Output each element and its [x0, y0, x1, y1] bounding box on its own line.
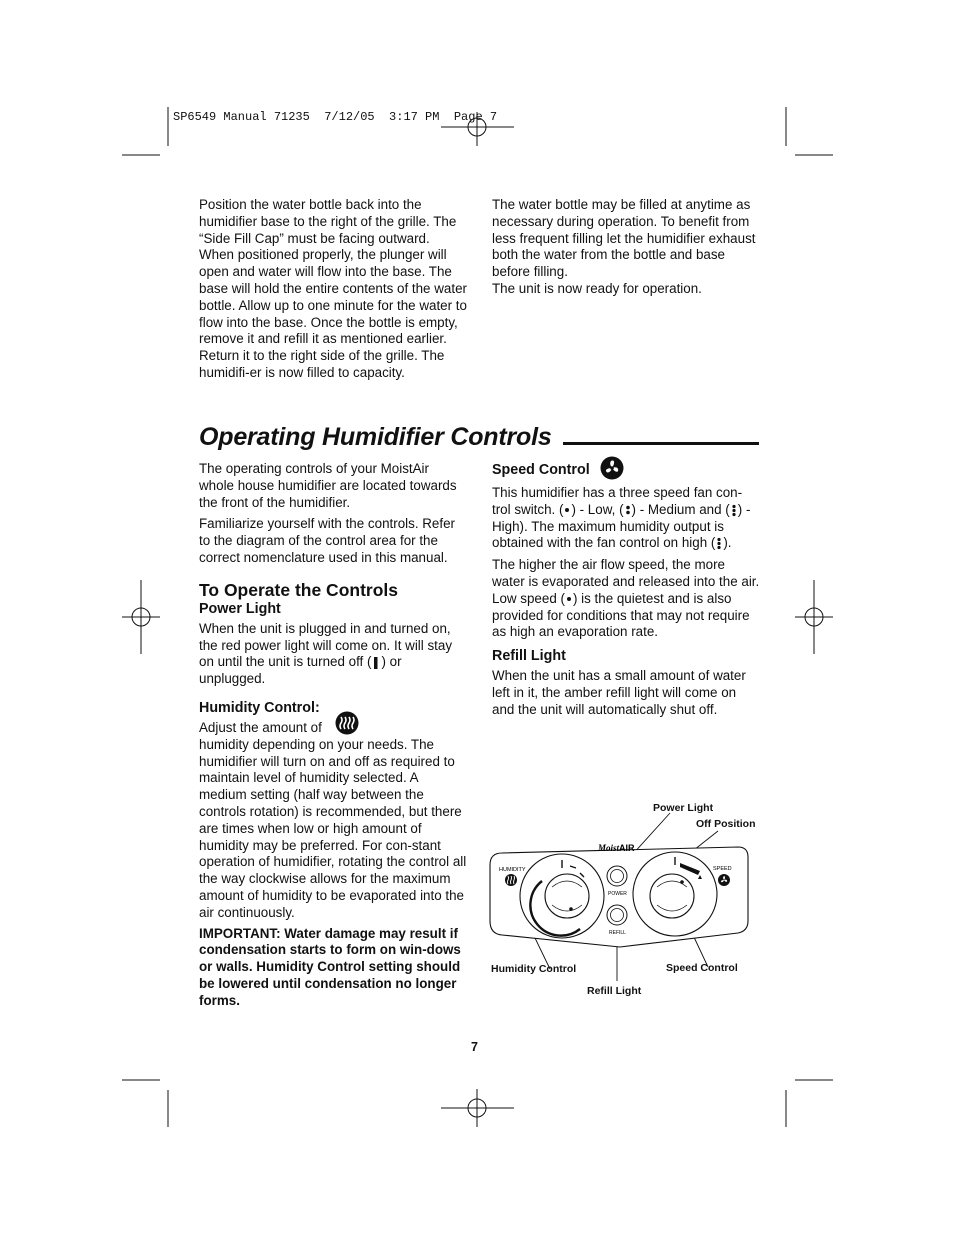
power-light-heading: Power Light: [199, 600, 281, 617]
fan-symbol-icon: [600, 456, 626, 480]
callout-speed-control: Speed Control: [666, 962, 738, 974]
intro-left-text: Position the water bottle back into the humidifier base to the right of the grille. The “Side Fill Cap” must be facing outward. When positioned properly, the plunger will open and water will flow into the base. The base will hold the entire contents of the water bottle. Allow up to one minute for the water to flow into the base. Once the bottle is empty, remove it and refill it as mentioned earlier. Return it to the right side of the grille. The humidifi-er is now filled to capacity.: [199, 197, 467, 380]
power-light-paragraph: [199, 621, 467, 688]
medium-speed-icon: [624, 504, 632, 516]
off-position-icon: [371, 656, 381, 670]
operate-controls-heading: To Operate the Controls: [199, 579, 398, 600]
speed-text-1: This humidifier has a three speed fan con-trol switch. (: [492, 485, 743, 517]
speed-control-heading-row: [492, 458, 760, 482]
print-slug: SP6549 Manual 71235 7/12/05 3:17 PM Page 7: [173, 110, 498, 124]
section-title: Operating Humidifier Controls: [199, 423, 552, 451]
high-speed-icon: [730, 504, 738, 517]
important-warning: IMPORTANT: Water damage may result if condensation starts to form on win-dows or walls. Humidity Control setting should be lowered until condensation no longer forms.: [199, 925, 461, 1008]
power-light-text-b: ) or unplugged.: [199, 654, 402, 687]
humidity-control-heading: Humidity Control:: [199, 699, 320, 716]
controls-location-text: The operating controls of your MoistAir whole house humidifier are located towards the front of the humidifier.: [199, 461, 457, 510]
panel-humidity-label: HUMIDITY: [499, 867, 526, 873]
speed-text-2: ) - Low, (: [571, 501, 624, 517]
humidity-text-b: humidity depending on your needs. The humidifier will turn on and off as required to maintain level of humidity selected. A medium setting (half way between the controls rotation) is recommended, but there are times when low or high amount of humidity may be preferred. For con-stant operation of humidifier, rotating the control all the way clockwise allows for the maximum amount of humidity to be evaporated into the air continuously.: [199, 736, 467, 920]
page-number: 7: [471, 1040, 478, 1054]
left-column: [199, 461, 467, 1010]
speed-text-3: ) - Medium and (: [631, 501, 730, 517]
callout-power-light: Power Light: [653, 802, 714, 814]
section-title-rule: [563, 442, 759, 445]
intro-right-text-1: The water bottle may be filled at anytime as necessary during operation. To benefit from less frequent filling let the humidifier exhaust both the water from the bottle and base before filling.: [492, 197, 756, 280]
refill-light-text: When the unit has a small amount of water left in it, the amber refill light will come on and the unit will automatically shut off.: [492, 668, 746, 717]
airflow-text-a: The higher the air flow speed, the more water is evaporated and released into the air. Low speed (: [492, 557, 760, 606]
panel-speed-label: SPEED: [713, 866, 732, 872]
brand-logo: MoistAIR: [598, 843, 635, 853]
callout-humidity-control: Humidity Control: [491, 963, 577, 975]
intro-right-column: [492, 197, 760, 298]
speed-text-5: ).: [723, 535, 732, 551]
speed-control-paragraph: [492, 485, 760, 552]
power-light-text-a: When the unit is plugged in and turned on, the red power light will come on. It will stay on until the unit is turned off (: [199, 620, 453, 670]
airflow-paragraph: [492, 557, 760, 641]
humidity-paragraph: [199, 720, 467, 922]
familiarize-text: Familiarize yourself with the controls. Refer to the diagram of the control area for the correct nomenclature used in this manual.: [199, 516, 455, 565]
intro-right-text-2: The unit is now ready for operation.: [492, 280, 702, 296]
right-column: [492, 458, 760, 719]
callout-off-position: Off Position: [696, 818, 756, 830]
humidity-symbol-icon: [334, 711, 364, 735]
panel-power-label: POWER: [608, 891, 627, 897]
refill-light-heading: Refill Light: [492, 648, 566, 665]
low-speed-icon-2: [565, 593, 573, 605]
speed-text-4: ) - High). The maximum humidity output is obtained with the fan control on high (: [492, 501, 751, 551]
humidity-text-a: Adjust the amount of: [199, 719, 322, 735]
airflow-text-b: ) is the quietest and is also provided for conditions that may not require as high an evaporation rate.: [492, 590, 750, 640]
panel-refill-label: REFILL: [609, 930, 626, 936]
callout-refill-light: Refill Light: [587, 985, 642, 997]
speed-control-heading: Speed Control: [492, 462, 590, 478]
intro-left-column: [199, 197, 467, 382]
